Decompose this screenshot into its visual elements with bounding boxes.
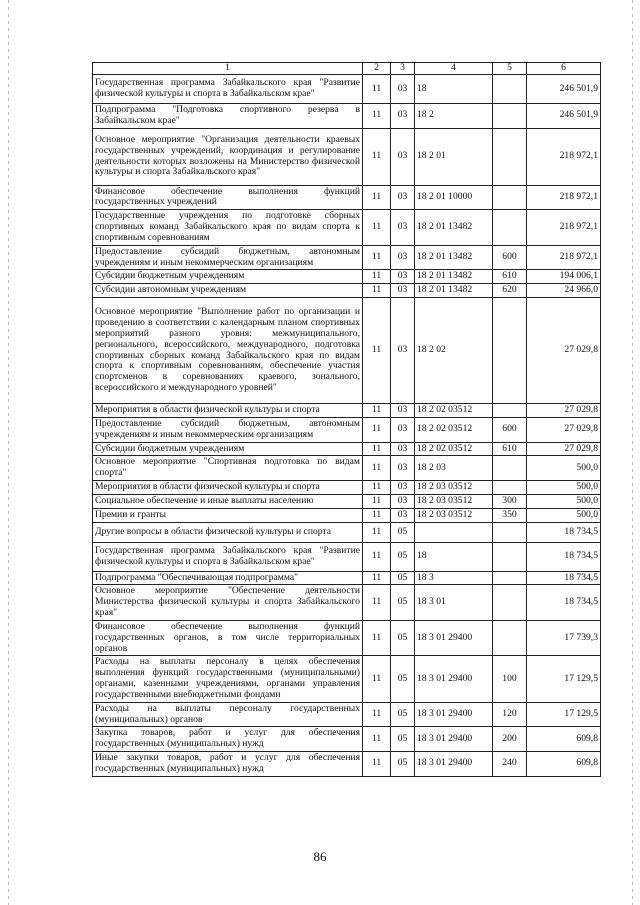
cell-target-code: 18 3 01 29400 bbox=[415, 656, 493, 702]
cell-section: 11 bbox=[363, 210, 391, 245]
table-row bbox=[93, 404, 601, 418]
cell-section: 11 bbox=[363, 542, 391, 571]
cell-target-code: 18 2 03 03512 bbox=[415, 494, 493, 508]
table-header-row bbox=[93, 63, 601, 75]
header-amount: 6 bbox=[527, 63, 601, 75]
cell-amount: 27 029,8 bbox=[527, 417, 601, 442]
cell-expense-type bbox=[493, 522, 527, 542]
cell-name: Основное мероприятие "Обеспечение деятельности Министерства физической культуры и спорта Забайкальского края" bbox=[93, 585, 363, 620]
cell-section: 11 bbox=[363, 456, 391, 481]
cell-subsection: 03 bbox=[391, 284, 415, 298]
cell-subsection: 05 bbox=[391, 620, 415, 655]
cell-target-code: 18 2 01 10000 bbox=[415, 185, 493, 210]
cell-name: Государственная программа Забайкальского края "Развитие физической культуры и спорта в Забайкальском крае" bbox=[93, 75, 363, 104]
cell-subsection: 03 bbox=[391, 494, 415, 508]
cell-expense-type: 610 bbox=[493, 442, 527, 456]
cell-expense-type: 600 bbox=[493, 417, 527, 442]
table-row bbox=[93, 508, 601, 522]
cell-name: Мероприятия в области физической культуры и спорта bbox=[93, 404, 363, 418]
table-body bbox=[93, 75, 601, 777]
cell-section: 11 bbox=[363, 245, 391, 270]
cell-amount: 246 501,9 bbox=[527, 75, 601, 104]
cell-name: Премии и гранты bbox=[93, 508, 363, 522]
cell-target-code: 18 bbox=[415, 75, 493, 104]
cell-section: 11 bbox=[363, 585, 391, 620]
cell-amount: 218 972,1 bbox=[527, 128, 601, 185]
cell-amount: 218 972,1 bbox=[527, 245, 601, 270]
cell-target-code: 18 2 01 13482 bbox=[415, 245, 493, 270]
cell-expense-type: 350 bbox=[493, 508, 527, 522]
cell-section: 11 bbox=[363, 751, 391, 776]
cell-subsection: 03 bbox=[391, 245, 415, 270]
cell-section: 11 bbox=[363, 417, 391, 442]
table-row bbox=[93, 751, 601, 776]
cell-expense-type bbox=[493, 75, 527, 104]
cell-amount: 17 129,5 bbox=[527, 656, 601, 702]
cell-amount: 27 029,8 bbox=[527, 298, 601, 404]
cell-target-code: 18 3 01 29400 bbox=[415, 727, 493, 752]
cell-name: Основное мероприятие "Выполнение работ по организации и проведению в соответствии с календарным планом спортивных мероприятий разного уровня: межмуниципального, регионального, всероссийского, международного, подготовка спортивных сборных команд Забайкальского края по видам спорта к спортивным соревнованиям, обеспечение участия спортсменов в соревнованиях краевого, зонального, всероссийского и международного уровней" bbox=[93, 298, 363, 404]
cell-name: Предоставление субсидий бюджетным, автономным учреждениям и иным некоммерческим организациям bbox=[93, 245, 363, 270]
cell-target-code: 18 2 bbox=[415, 104, 493, 129]
cell-amount: 27 029,8 bbox=[527, 404, 601, 418]
cell-amount: 218 972,1 bbox=[527, 210, 601, 245]
cell-name: Субсидии бюджетным учреждениям bbox=[93, 442, 363, 456]
cell-target-code bbox=[415, 522, 493, 542]
cell-name: Подпрограмма "Обеспечивающая подпрограмма" bbox=[93, 571, 363, 585]
cell-section: 11 bbox=[363, 508, 391, 522]
table-row bbox=[93, 727, 601, 752]
table-row bbox=[93, 494, 601, 508]
table-row bbox=[93, 210, 601, 245]
cell-name: Мероприятия в области физической культуры и спорта bbox=[93, 481, 363, 495]
cell-expense-type bbox=[493, 210, 527, 245]
cell-expense-type bbox=[493, 620, 527, 655]
cell-target-code: 18 2 03 03512 bbox=[415, 481, 493, 495]
cell-expense-type: 600 bbox=[493, 245, 527, 270]
cell-amount: 17 129,5 bbox=[527, 702, 601, 727]
cell-amount: 18 734,5 bbox=[527, 522, 601, 542]
cell-name: Основное мероприятие "Спортивная подготовка по видам спорта" bbox=[93, 456, 363, 481]
cell-expense-type bbox=[493, 585, 527, 620]
cell-subsection: 03 bbox=[391, 417, 415, 442]
cell-expense-type: 240 bbox=[493, 751, 527, 776]
cell-target-code: 18 2 02 03512 bbox=[415, 417, 493, 442]
scan-edge-left bbox=[8, 0, 9, 905]
scan-edge-right bbox=[632, 0, 633, 905]
cell-subsection: 05 bbox=[391, 656, 415, 702]
cell-section: 11 bbox=[363, 494, 391, 508]
cell-target-code: 18 2 01 bbox=[415, 128, 493, 185]
table-row bbox=[93, 284, 601, 298]
cell-expense-type: 610 bbox=[493, 270, 527, 284]
cell-section: 11 bbox=[363, 128, 391, 185]
cell-section: 11 bbox=[363, 571, 391, 585]
header-target-code: 4 bbox=[415, 63, 493, 75]
cell-subsection: 03 bbox=[391, 508, 415, 522]
cell-section: 11 bbox=[363, 284, 391, 298]
cell-target-code: 18 2 03 03512 bbox=[415, 508, 493, 522]
budget-table bbox=[92, 62, 601, 777]
cell-subsection: 03 bbox=[391, 128, 415, 185]
table-row bbox=[93, 417, 601, 442]
cell-subsection: 05 bbox=[391, 702, 415, 727]
header-name: 1 bbox=[93, 63, 363, 75]
table-row bbox=[93, 75, 601, 104]
cell-subsection: 05 bbox=[391, 727, 415, 752]
cell-amount: 27 029,8 bbox=[527, 442, 601, 456]
cell-subsection: 03 bbox=[391, 404, 415, 418]
cell-target-code: 18 3 01 29400 bbox=[415, 620, 493, 655]
cell-section: 11 bbox=[363, 298, 391, 404]
cell-subsection: 05 bbox=[391, 542, 415, 571]
cell-expense-type: 100 bbox=[493, 656, 527, 702]
cell-expense-type bbox=[493, 404, 527, 418]
cell-subsection: 03 bbox=[391, 481, 415, 495]
cell-name: Расходы на выплаты персоналу в целях обеспечения выполнения функций государственными (муниципальными) органами, казенными учреждениями, органами управления государственными внебюджетными фондами bbox=[93, 656, 363, 702]
cell-amount: 194 006,1 bbox=[527, 270, 601, 284]
cell-subsection: 03 bbox=[391, 298, 415, 404]
cell-target-code: 18 2 03 bbox=[415, 456, 493, 481]
table-row bbox=[93, 298, 601, 404]
table-row bbox=[93, 585, 601, 620]
cell-expense-type: 120 bbox=[493, 702, 527, 727]
cell-section: 11 bbox=[363, 620, 391, 655]
cell-section: 11 bbox=[363, 656, 391, 702]
table-row bbox=[93, 104, 601, 129]
cell-amount: 500,0 bbox=[527, 456, 601, 481]
cell-expense-type: 200 bbox=[493, 727, 527, 752]
table-row bbox=[93, 442, 601, 456]
cell-subsection: 05 bbox=[391, 751, 415, 776]
cell-name: Расходы на выплаты персоналу государственных (муниципальных) органов bbox=[93, 702, 363, 727]
cell-target-code: 18 2 01 13482 bbox=[415, 284, 493, 298]
cell-section: 11 bbox=[363, 727, 391, 752]
cell-name: Основное мероприятие "Организация деятельности краевых государственных учреждений, координация и регулирование деятельности которых возложены на Министерство физической культуры и спорта Забайкальского края" bbox=[93, 128, 363, 185]
cell-subsection: 05 bbox=[391, 585, 415, 620]
cell-section: 11 bbox=[363, 522, 391, 542]
cell-target-code: 18 3 01 29400 bbox=[415, 702, 493, 727]
cell-target-code: 18 3 bbox=[415, 571, 493, 585]
cell-target-code: 18 3 01 29400 bbox=[415, 751, 493, 776]
cell-expense-type bbox=[493, 128, 527, 185]
cell-expense-type bbox=[493, 571, 527, 585]
cell-amount: 609,8 bbox=[527, 751, 601, 776]
cell-amount: 500,0 bbox=[527, 481, 601, 495]
cell-expense-type bbox=[493, 185, 527, 210]
page-number: 86 bbox=[313, 849, 327, 864]
table-row bbox=[93, 522, 601, 542]
cell-amount: 24 966,0 bbox=[527, 284, 601, 298]
cell-section: 11 bbox=[363, 185, 391, 210]
cell-target-code: 18 2 02 03512 bbox=[415, 404, 493, 418]
cell-section: 11 bbox=[363, 481, 391, 495]
cell-target-code: 18 2 01 13482 bbox=[415, 270, 493, 284]
header-section: 2 bbox=[363, 63, 391, 75]
table-row bbox=[93, 656, 601, 702]
cell-expense-type bbox=[493, 298, 527, 404]
cell-section: 11 bbox=[363, 702, 391, 727]
table-row bbox=[93, 702, 601, 727]
cell-name: Субсидии автономным учреждениям bbox=[93, 284, 363, 298]
table-row bbox=[93, 456, 601, 481]
cell-subsection: 03 bbox=[391, 75, 415, 104]
cell-name: Финансовое обеспечение выполнения функций государственных органов, в том числе территориальных органов bbox=[93, 620, 363, 655]
cell-amount: 500,0 bbox=[527, 508, 601, 522]
cell-expense-type bbox=[493, 456, 527, 481]
cell-section: 11 bbox=[363, 442, 391, 456]
cell-subsection: 03 bbox=[391, 104, 415, 129]
cell-amount: 218 972,1 bbox=[527, 185, 601, 210]
cell-name: Закупка товаров, работ и услуг для обеспечения государственных (муниципальных) нужд bbox=[93, 727, 363, 752]
table-row bbox=[93, 542, 601, 571]
cell-amount: 500,0 bbox=[527, 494, 601, 508]
cell-subsection: 03 bbox=[391, 185, 415, 210]
cell-name: Подпрограмма "Подготовка спортивного резерва в Забайкальском крае" bbox=[93, 104, 363, 129]
table-row bbox=[93, 185, 601, 210]
cell-amount: 17 739,3 bbox=[527, 620, 601, 655]
cell-subsection: 03 bbox=[391, 270, 415, 284]
header-expense-type: 5 bbox=[493, 63, 527, 75]
cell-expense-type bbox=[493, 542, 527, 571]
table-row bbox=[93, 571, 601, 585]
cell-name: Субсидии бюджетным учреждениям bbox=[93, 270, 363, 284]
cell-name: Государственные учреждения по подготовке сборных спортивных команд Забайкальского края по видам спорта к спортивным соревнованиям bbox=[93, 210, 363, 245]
table-row bbox=[93, 481, 601, 495]
cell-name: Государственная программа Забайкальского края "Развитие физической культуры и спорта в Забайкальском крае" bbox=[93, 542, 363, 571]
cell-expense-type bbox=[493, 104, 527, 129]
table-row bbox=[93, 245, 601, 270]
cell-section: 11 bbox=[363, 75, 391, 104]
header-subsection: 3 bbox=[391, 63, 415, 75]
cell-name: Другие вопросы в области физической культуры и спорта bbox=[93, 522, 363, 542]
cell-target-code: 18 bbox=[415, 542, 493, 571]
cell-name: Иные закупки товаров, работ и услуг для обеспечения государственных (муниципальных) нужд bbox=[93, 751, 363, 776]
cell-expense-type: 620 bbox=[493, 284, 527, 298]
cell-subsection: 03 bbox=[391, 210, 415, 245]
cell-name: Предоставление субсидий бюджетным, автономным учреждениям и иным некоммерческим организациям bbox=[93, 417, 363, 442]
cell-subsection: 05 bbox=[391, 571, 415, 585]
table-row bbox=[93, 128, 601, 185]
cell-subsection: 03 bbox=[391, 442, 415, 456]
cell-name: Финансовое обеспечение выполнения функций государственных учреждений bbox=[93, 185, 363, 210]
cell-section: 11 bbox=[363, 404, 391, 418]
cell-amount: 18 734,5 bbox=[527, 542, 601, 571]
cell-target-code: 18 2 02 03512 bbox=[415, 442, 493, 456]
cell-target-code: 18 2 01 13482 bbox=[415, 210, 493, 245]
table-row bbox=[93, 620, 601, 655]
cell-section: 11 bbox=[363, 270, 391, 284]
cell-expense-type: 300 bbox=[493, 494, 527, 508]
cell-section: 11 bbox=[363, 104, 391, 129]
table-row bbox=[93, 270, 601, 284]
cell-amount: 18 734,5 bbox=[527, 571, 601, 585]
cell-amount: 18 734,5 bbox=[527, 585, 601, 620]
cell-target-code: 18 3 01 bbox=[415, 585, 493, 620]
cell-expense-type bbox=[493, 481, 527, 495]
cell-target-code: 18 2 02 bbox=[415, 298, 493, 404]
cell-subsection: 03 bbox=[391, 456, 415, 481]
cell-subsection: 05 bbox=[391, 522, 415, 542]
cell-amount: 246 501,9 bbox=[527, 104, 601, 129]
cell-amount: 609,8 bbox=[527, 727, 601, 752]
cell-name: Социальное обеспечение и иные выплаты населению bbox=[93, 494, 363, 508]
